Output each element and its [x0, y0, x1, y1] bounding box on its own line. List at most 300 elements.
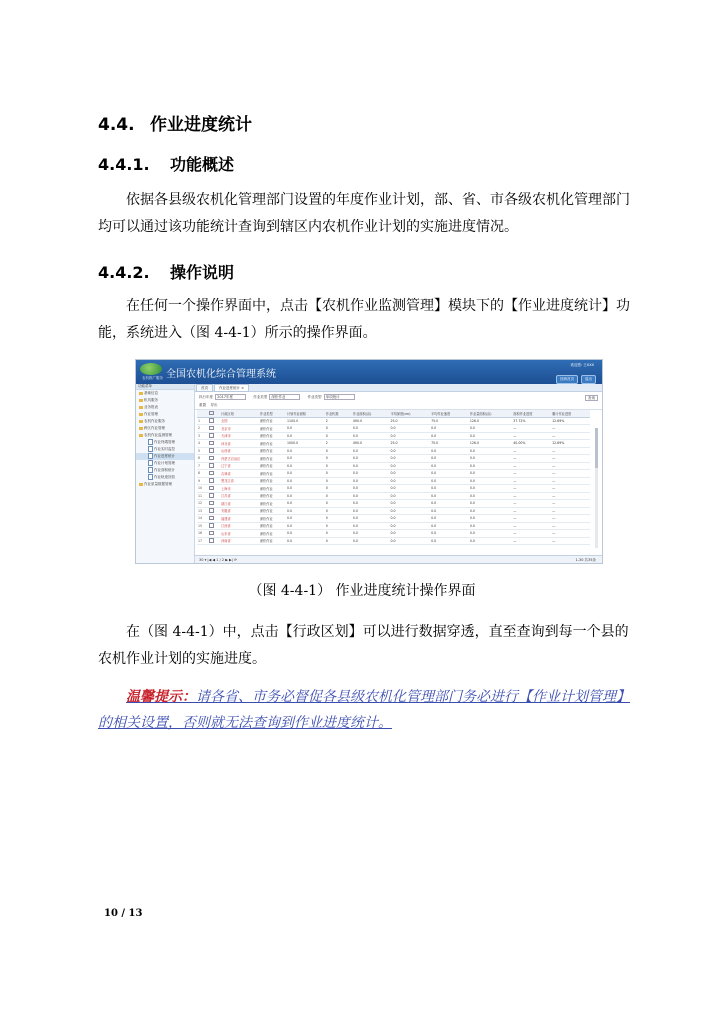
folder-icon — [139, 420, 143, 423]
folder-icon — [139, 406, 143, 409]
table-cell: — — [551, 492, 590, 500]
table-cell: 0 — [325, 470, 352, 478]
sidebar-item[interactable] — [136, 411, 194, 418]
subsection-title: 功能概述 — [170, 155, 235, 174]
tab-home[interactable]: 首页 — [196, 384, 213, 392]
table-cell: 0.0 — [352, 530, 390, 538]
table-cell: 0.0 — [469, 462, 512, 470]
table-cell: 0.0 — [430, 507, 469, 515]
table-cell: 0 — [325, 447, 352, 455]
table-cell: 0 — [325, 537, 352, 545]
table-cell: 深松作业 — [259, 462, 286, 470]
table-cell: 0.0 — [389, 537, 430, 545]
table-cell: — — [512, 425, 551, 433]
table-cell: 0.0 — [430, 530, 469, 538]
type-select[interactable]: 深松作业 — [269, 394, 300, 400]
checkbox[interactable] — [209, 456, 214, 461]
table-cell: — — [512, 507, 551, 515]
sidebar-item[interactable] — [136, 432, 194, 439]
table-cell: 25.0 — [389, 440, 430, 448]
table-cell: 0.0 — [352, 485, 390, 493]
sidebar-item-label: 作业面积统计 — [154, 468, 175, 472]
sidebar-item-label: 作业计划管理 — [154, 461, 175, 465]
table-cell: 0.0 — [469, 537, 512, 545]
table-cell: 深松作业 — [259, 522, 286, 530]
table-cell: — — [551, 462, 590, 470]
filter-bar — [195, 392, 602, 402]
progress-table — [197, 410, 590, 545]
folder-icon — [139, 392, 143, 395]
table-cell: 75.0 — [430, 417, 469, 425]
table-cell: 0.0 — [352, 425, 390, 433]
folder-icon — [139, 434, 143, 437]
table-cell: 12.69% — [551, 417, 590, 425]
sidebar-item[interactable] — [136, 467, 194, 474]
table-row[interactable] — [197, 425, 590, 433]
table-cell: 126.0 — [469, 440, 512, 448]
table-cell: 37.72% — [512, 417, 551, 425]
home-button[interactable]: 回到首页 — [556, 375, 578, 384]
table-cell: 0.0 — [286, 522, 325, 530]
column-header[interactable]: 平均作业速度 — [430, 410, 469, 417]
sidebar-item-label: 跨区作业管理 — [144, 426, 165, 430]
column-header[interactable]: 计划作业面积 — [286, 410, 325, 417]
pager-summary: 1-30 共35条 — [575, 558, 596, 562]
row-number: 6 — [197, 455, 208, 463]
table-cell: 0.0 — [286, 507, 325, 515]
sidebar-item[interactable] — [136, 474, 194, 481]
table-row[interactable] — [197, 492, 590, 500]
table-cell: 0.0 — [286, 492, 325, 500]
table-cell: — — [512, 447, 551, 455]
year-select[interactable]: 2017年度 — [215, 394, 246, 400]
table-cell: 0.0 — [286, 500, 325, 508]
sidebar-item-label: 作业管理 — [144, 412, 158, 416]
row-checkbox-cell — [208, 432, 220, 440]
column-header[interactable]: 行政区划 — [220, 410, 259, 417]
region-link[interactable]: 河北省 — [220, 440, 259, 448]
column-header[interactable]: 作业机数 — [325, 410, 352, 417]
checkbox[interactable] — [209, 516, 214, 521]
table-cell: 0.0 — [430, 537, 469, 545]
table-cell: 0.0 — [389, 522, 430, 530]
region-link[interactable]: 浙江省 — [220, 500, 259, 508]
row-checkbox-cell — [208, 522, 220, 530]
region-link[interactable]: 山东省 — [220, 530, 259, 538]
table-row[interactable] — [197, 447, 590, 455]
row-number: 8 — [197, 470, 208, 478]
table-cell: 深松作业 — [259, 530, 286, 538]
table-cell: 0.0 — [469, 432, 512, 440]
paragraph-drilldown: 在（图 4-4-1）中，点击【行政区划】可以进行数据穿透，直至查询到每一个县的农机作业计划的实施进度。 — [98, 624, 629, 667]
sidebar-item-label: 机具服务 — [144, 398, 158, 402]
row-checkbox-cell — [208, 417, 220, 425]
table-row[interactable] — [197, 455, 590, 463]
table-cell: 0.0 — [430, 492, 469, 500]
column-header[interactable]: 平均深度(cm) — [389, 410, 430, 417]
subsection-number: 4.4.2. — [98, 263, 150, 282]
app-header — [136, 360, 602, 384]
row-number: 11 — [197, 492, 208, 500]
sidebar-item-label: 作业质量数据管理 — [144, 482, 172, 486]
table-cell: 1000.0 — [286, 440, 325, 448]
sidebar-item[interactable] — [136, 397, 194, 404]
table-cell: 0 — [325, 455, 352, 463]
table-cell: — — [551, 432, 590, 440]
checkbox[interactable] — [209, 531, 214, 536]
scrollbar-thumb[interactable] — [595, 428, 598, 468]
sidebar-item[interactable] — [136, 404, 194, 411]
table-cell: 0.0 — [352, 432, 390, 440]
sidebar-item[interactable] — [136, 460, 194, 467]
table-cell: 深松作业 — [259, 500, 286, 508]
table-cell: 深松作业 — [259, 492, 286, 500]
row-checkbox-cell — [208, 500, 220, 508]
sidebar-item[interactable] — [136, 481, 194, 488]
page-icon — [148, 460, 153, 466]
row-checkbox-cell — [208, 470, 220, 478]
table-cell: — — [512, 492, 551, 500]
checkbox[interactable] — [209, 493, 214, 498]
region-link[interactable]: 北京市 — [220, 425, 259, 433]
table-cell: 0 — [325, 530, 352, 538]
row-checkbox-cell — [208, 515, 220, 523]
table-cell: 0.0 — [469, 447, 512, 455]
region-link[interactable]: 全国 — [220, 417, 259, 425]
table-cell: 1100.0 — [286, 417, 325, 425]
table-cell: 0.0 — [389, 507, 430, 515]
table-cell: 0.0 — [286, 447, 325, 455]
table-row[interactable] — [197, 515, 590, 523]
checkbox[interactable] — [209, 426, 214, 431]
table-cell: — — [512, 522, 551, 530]
sidebar-item[interactable] — [136, 390, 194, 397]
table-cell: 0.0 — [389, 492, 430, 500]
region-link[interactable]: 江苏省 — [220, 492, 259, 500]
tip-note — [98, 684, 638, 736]
section-title: 作业进度统计 — [150, 115, 252, 135]
page-icon — [148, 446, 153, 452]
table-cell: 0.0 — [430, 485, 469, 493]
table-body — [197, 417, 590, 545]
column-header[interactable]: 作业类型 — [259, 410, 286, 417]
table-cell: 0.0 — [430, 470, 469, 478]
page-number: 10 / 13 — [104, 908, 143, 919]
region-link[interactable]: 山西省 — [220, 447, 259, 455]
table-cell: 0 — [325, 462, 352, 470]
table-cell: 0.0 — [469, 507, 512, 515]
table-cell: — — [512, 477, 551, 485]
table-cell: 0.0 — [352, 500, 390, 508]
table-cell: 0.0 — [389, 425, 430, 433]
tip-text: 请各省、市务必督促各县级农机化管理部门务必进行【作业计划管理】的相关设置，否则就无法查询到作业进度统计。 — [98, 689, 630, 731]
app-subtitle: 农机推广服务 — [142, 376, 163, 380]
table-cell: — — [551, 477, 590, 485]
region-link[interactable]: 内蒙古自治区 — [220, 455, 259, 463]
table-cell: 深松作业 — [259, 447, 286, 455]
checkbox[interactable] — [209, 471, 214, 476]
table-cell: — — [551, 530, 590, 538]
table-scrollbar[interactable] — [595, 428, 598, 548]
table-cell: 深松作业 — [259, 440, 286, 448]
table-cell: 0.0 — [469, 492, 512, 500]
table-cell: — — [551, 455, 590, 463]
row-checkbox-cell — [208, 492, 220, 500]
sidebar-item[interactable] — [136, 418, 194, 425]
pager-controls[interactable]: 30 ▾ |◀ ◀ 1 / 2 ▶ ▶| ⟳ — [199, 558, 237, 562]
table-cell: 0.0 — [430, 500, 469, 508]
main-panel — [195, 384, 602, 563]
checkbox[interactable] — [209, 508, 214, 513]
table-cell: 0.0 — [469, 455, 512, 463]
table-cell: 0.0 — [352, 455, 390, 463]
region-link[interactable]: 上海市 — [220, 485, 259, 493]
app-logo-icon — [140, 363, 162, 375]
row-checkbox-cell — [208, 462, 220, 470]
row-number: 3 — [197, 432, 208, 440]
row-number: 15 — [197, 522, 208, 530]
table-cell: 深松作业 — [259, 477, 286, 485]
exit-button[interactable]: 退出 — [581, 375, 596, 384]
row-checkbox-cell — [208, 477, 220, 485]
sidebar-item-label: 业务报表 — [144, 405, 158, 409]
checkbox[interactable] — [209, 501, 214, 506]
sidebar-item[interactable] — [136, 446, 194, 453]
column-header[interactable]: 作业面积(亩) — [352, 410, 390, 417]
table-cell: 0.0 — [286, 470, 325, 478]
page-icon — [148, 439, 153, 445]
region-link[interactable]: 河南省 — [220, 537, 259, 545]
table-cell: — — [512, 485, 551, 493]
table-row[interactable] — [197, 440, 590, 448]
stat-select[interactable]: 单项统计 — [324, 394, 355, 400]
checkbox[interactable] — [209, 411, 214, 416]
table-cell: — — [512, 530, 551, 538]
table-row[interactable] — [197, 530, 590, 538]
table-cell: 0 — [325, 515, 352, 523]
table-cell: 0.0 — [389, 455, 430, 463]
table-cell: 0.0 — [469, 530, 512, 538]
table-cell: — — [512, 515, 551, 523]
table-cell: 0.0 — [389, 500, 430, 508]
section-heading — [98, 110, 252, 135]
subsection-heading-operation — [98, 260, 234, 283]
tip-label: 温馨提示： — [126, 689, 196, 705]
table-cell: 0.0 — [430, 432, 469, 440]
sidebar-item-label: 作业终端管理 — [154, 440, 175, 444]
reset-button[interactable]: 重置 — [199, 403, 206, 407]
table-cell: 0.0 — [469, 500, 512, 508]
sidebar-item-label: 农机作业服务 — [144, 419, 165, 423]
type-label: 作业类型 — [253, 395, 268, 399]
sidebar-list — [136, 390, 194, 488]
column-header[interactable]: 面积作业进度 — [512, 410, 551, 417]
table-cell: 0.0 — [430, 522, 469, 530]
table-cell: 0 — [325, 432, 352, 440]
sidebar-item-label: 基础信息 — [144, 391, 158, 395]
region-link[interactable]: 天津市 — [220, 432, 259, 440]
table-cell: 0.0 — [286, 425, 325, 433]
table-cell: 0.0 — [352, 515, 390, 523]
row-number: 9 — [197, 477, 208, 485]
tab-progress-stats[interactable]: 作业进度统计 × — [214, 384, 249, 392]
table-cell: 0.0 — [389, 432, 430, 440]
checkbox[interactable] — [209, 463, 214, 468]
table-cell: — — [551, 447, 590, 455]
section-number: 4.4. — [98, 115, 135, 135]
table-cell: 0.0 — [352, 477, 390, 485]
table-cell: 0 — [325, 477, 352, 485]
table-cell: 0.0 — [430, 425, 469, 433]
table-cell: 0 — [325, 485, 352, 493]
table-cell: 0.0 — [352, 492, 390, 500]
table-cell: 0.0 — [389, 485, 430, 493]
table-cell: 0.0 — [389, 530, 430, 538]
table-cell: 0.0 — [286, 515, 325, 523]
row-number: 2 — [197, 425, 208, 433]
sidebar-item-label: 作业实时监控 — [154, 447, 175, 451]
column-header[interactable]: 累计作业进度 — [551, 410, 590, 417]
table-row[interactable] — [197, 500, 590, 508]
table-cell: 0.0 — [352, 470, 390, 478]
region-link[interactable]: 江西省 — [220, 522, 259, 530]
table-cell: 75.0 — [430, 440, 469, 448]
subsection-title: 操作说明 — [170, 263, 235, 282]
sidebar-item-label: 农机作业监测管理 — [144, 433, 172, 437]
table-cell: — — [551, 537, 590, 545]
table-row[interactable] — [197, 477, 590, 485]
column-header[interactable] — [197, 410, 208, 417]
region-link[interactable]: 吉林省 — [220, 470, 259, 478]
row-number: 5 — [197, 447, 208, 455]
table-cell: 0.0 — [352, 522, 390, 530]
region-link[interactable]: 辽宁省 — [220, 462, 259, 470]
table-cell: 12.69% — [551, 440, 590, 448]
folder-icon — [139, 413, 143, 416]
table-cell: 0.0 — [352, 507, 390, 515]
row-number: 10 — [197, 485, 208, 493]
folder-icon — [139, 483, 143, 486]
row-number: 16 — [197, 530, 208, 538]
region-link[interactable]: 福建省 — [220, 515, 259, 523]
checkbox[interactable] — [209, 418, 214, 423]
table-cell: — — [512, 462, 551, 470]
table-cell: 0.0 — [469, 425, 512, 433]
table-cell: 0.0 — [469, 470, 512, 478]
row-checkbox-cell — [208, 440, 220, 448]
user-greeting: 欢迎您: 王XXX — [570, 363, 594, 367]
page-icon — [148, 453, 153, 459]
table-cell: 0.0 — [430, 447, 469, 455]
table-row[interactable] — [197, 470, 590, 478]
table-cell: 深松作业 — [259, 515, 286, 523]
table-cell: 0.0 — [469, 515, 512, 523]
search-button[interactable]: 查询 — [585, 395, 598, 401]
table-row[interactable] — [197, 432, 590, 440]
table-cell: 深松作业 — [259, 432, 286, 440]
table-row[interactable] — [197, 417, 590, 425]
checkbox[interactable] — [209, 441, 214, 446]
figure-caption: （图 4-4-1） 作业进度统计操作界面 — [248, 583, 476, 599]
table-cell: 0 — [325, 500, 352, 508]
export-button[interactable]: 导出 — [210, 403, 218, 407]
table-cell: 0.0 — [469, 485, 512, 493]
page-icon — [148, 467, 153, 473]
region-link[interactable]: 安徽省 — [220, 507, 259, 515]
table-cell: 0.0 — [286, 537, 325, 545]
table-cell: 0.0 — [430, 462, 469, 470]
sidebar-item[interactable] — [136, 453, 194, 460]
table-cell: 0.0 — [389, 462, 430, 470]
table-cell: 0.0 — [352, 462, 390, 470]
sidebar-item-label: 作业进度统计 — [154, 454, 175, 458]
table-cell: — — [512, 432, 551, 440]
row-checkbox-cell — [208, 507, 220, 515]
table-cell: 0 — [325, 507, 352, 515]
table-cell: 0.0 — [286, 462, 325, 470]
checkbox[interactable] — [209, 433, 214, 438]
table-cell: 0.0 — [352, 447, 390, 455]
table-cell: 0.0 — [430, 477, 469, 485]
column-header[interactable] — [208, 410, 220, 417]
table-cell: 0.0 — [430, 515, 469, 523]
table-row[interactable] — [197, 537, 590, 545]
table-cell: — — [512, 470, 551, 478]
table-cell: 25.0 — [389, 417, 430, 425]
table-cell: 126.0 — [469, 417, 512, 425]
table-cell: 490.0 — [352, 440, 390, 448]
table-cell: — — [551, 522, 590, 530]
table-cell: 2 — [325, 440, 352, 448]
checkbox[interactable] — [209, 448, 214, 453]
folder-icon — [139, 399, 143, 402]
sidebar-item[interactable] — [136, 439, 194, 446]
row-number: 13 — [197, 507, 208, 515]
figure-screenshot — [135, 359, 603, 564]
column-header[interactable]: 作业量面积(亩) — [469, 410, 512, 417]
table-cell: 0.0 — [352, 537, 390, 545]
row-number: 12 — [197, 500, 208, 508]
pager — [195, 555, 602, 563]
region-link[interactable]: 黑龙江省 — [220, 477, 259, 485]
checkbox[interactable] — [209, 486, 214, 491]
sidebar-item-label: 作业轨迹回放 — [154, 475, 175, 479]
table-cell: 40.00% — [512, 440, 551, 448]
row-number: 1 — [197, 417, 208, 425]
table-row[interactable] — [197, 462, 590, 470]
row-number: 7 — [197, 462, 208, 470]
table-cell: 深松作业 — [259, 425, 286, 433]
table-row[interactable] — [197, 522, 590, 530]
year-label: 执行年度 — [199, 395, 213, 399]
table-cell: 0.0 — [389, 477, 430, 485]
table-cell: 0 — [325, 492, 352, 500]
table-cell: 深松作业 — [259, 507, 286, 515]
table-row[interactable] — [197, 507, 590, 515]
checkbox[interactable] — [209, 538, 214, 543]
checkbox[interactable] — [209, 523, 214, 528]
paragraph-overview: 依据各县级农机化管理部门设置的年度作业计划，部、省、市各级农机化管理部门均可以通过该功能统计查询到辖区内农机作业计划的实施进度情况。 — [98, 192, 630, 235]
table-cell: 深松作业 — [259, 485, 286, 493]
checkbox[interactable] — [209, 478, 214, 483]
row-checkbox-cell — [208, 530, 220, 538]
table-row[interactable] — [197, 485, 590, 493]
table-cell: 0.0 — [389, 470, 430, 478]
sidebar-item[interactable] — [136, 425, 194, 432]
table-cell: — — [512, 500, 551, 508]
row-checkbox-cell — [208, 537, 220, 545]
table-cell: 0.0 — [430, 455, 469, 463]
